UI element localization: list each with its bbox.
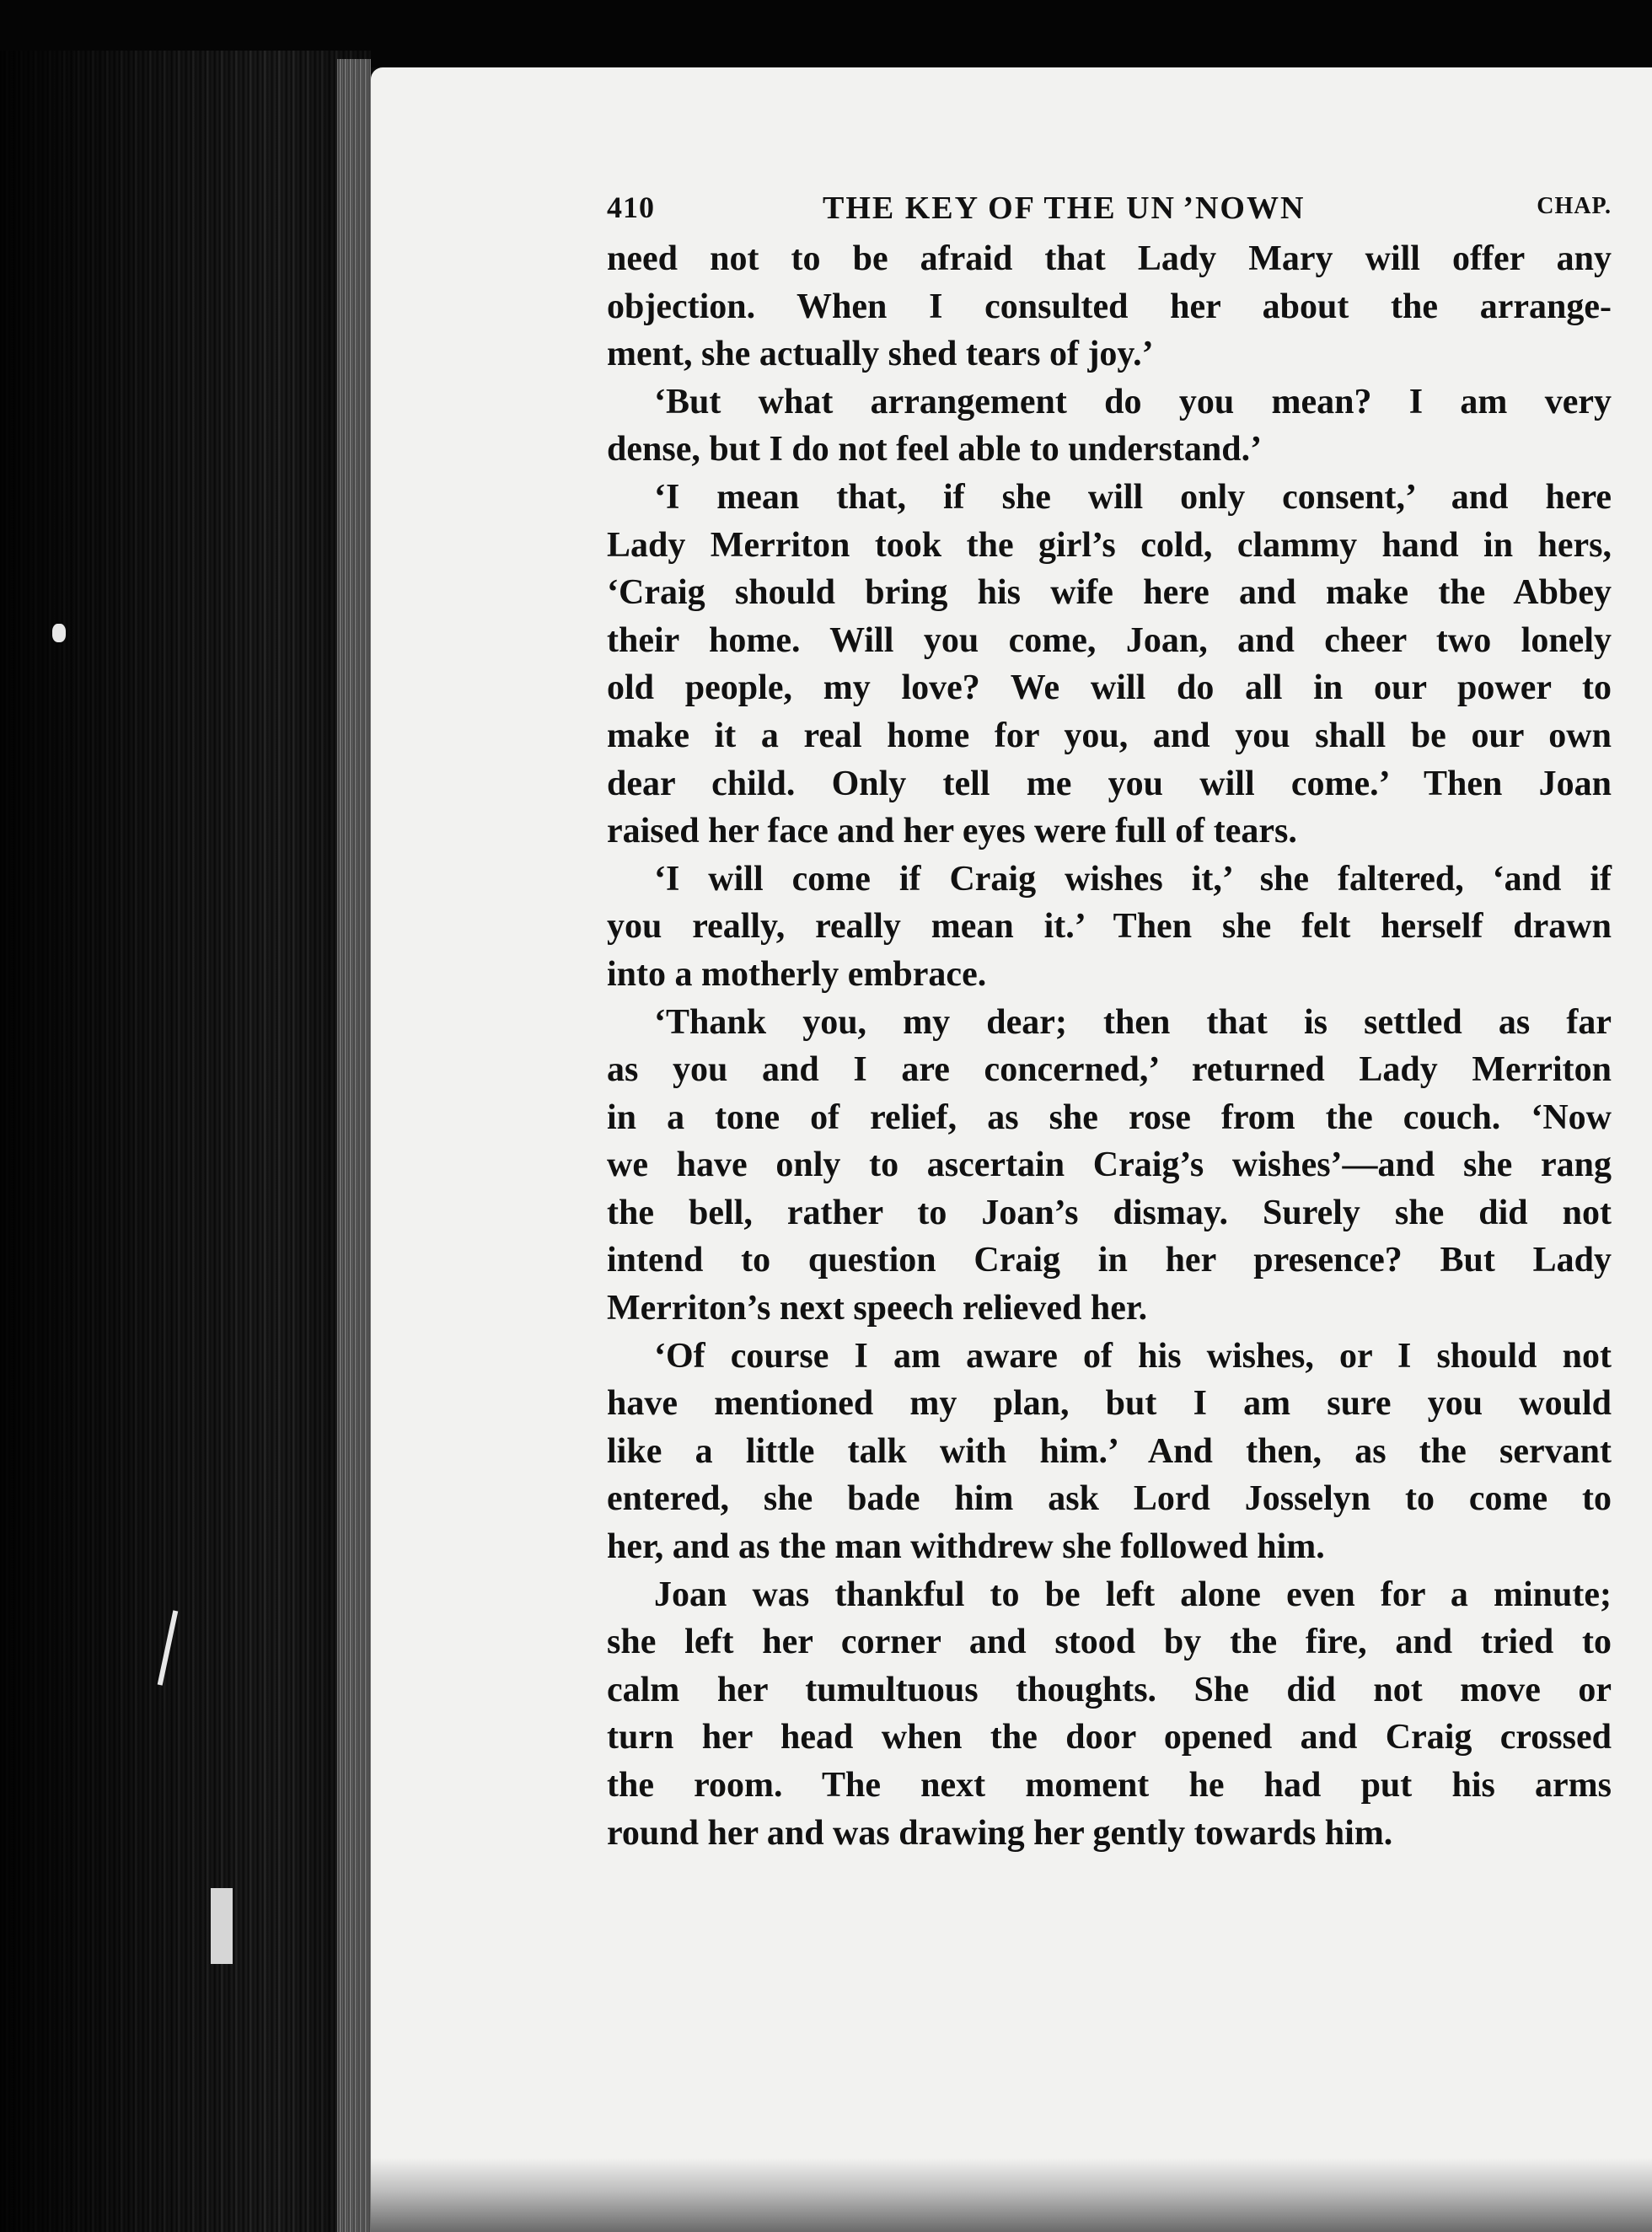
text-line: old people, my love? We will do all in our power to [607,668,1612,708]
text-line: you really, really mean it.’ Then she felt herself drawn [607,907,1612,947]
text-line: objection. When I consulted her about the arrange- [607,287,1612,326]
text-line: ‘Thank you, my dear; then that is settled as far [654,1002,1612,1042]
text-line: raised her face and her eyes were full of tears. [607,812,1297,851]
text-line: she left her corner and stood by the fire, and tried to [607,1623,1612,1662]
gutter-shadow [0,51,371,2232]
text-line: have mentioned my plan, but I am sure you would [607,1384,1612,1424]
text-line: like a little talk with him.’ And then, as the servant [607,1431,1612,1471]
text-line: dense, but I do not feel able to understand.’ [607,430,1263,469]
text-line: make it a real home for you, and you shall be our own [607,716,1612,755]
text-line: ‘I will come if Craig wishes it,’ she faltered, ‘and if [654,859,1612,899]
text-line: ‘Of course I am aware of his wishes, or I should not [654,1336,1612,1376]
text-line: intend to question Craig in her presence? But Lady [607,1241,1612,1280]
text-line: Lady Merriton took the girl’s cold, clammy hand in hers, [607,525,1612,565]
text-line: the room. The next moment he had put his arms [607,1766,1612,1805]
bottom-page-edge [371,2158,1652,2232]
running-head [607,190,1612,235]
text-line: entered, she bade him ask Lord Josselyn to come to [607,1479,1612,1519]
text-line: Joan was thankful to be left alone even for a minute; [654,1575,1612,1614]
text-line: into a motherly embrace. [607,954,987,994]
running-title: THE KEY OF THE UN ’NOWN [823,190,1306,226]
text-line: round her and was drawing her gently towards him. [607,1813,1393,1853]
text-block [607,190,1612,1857]
text-line: we have only to ascertain Craig’s wishes’—and she rang [607,1146,1612,1185]
text-line: need not to be afraid that Lady Mary will offer any [607,239,1612,278]
text-line: ment, she actually shed tears of joy.’ [607,335,1154,374]
text-line: ‘But what arrangement do you mean? I am very [654,382,1612,421]
page-number: 410 [607,190,655,224]
text-line: calm her tumultuous thoughts. She did not move or [607,1670,1612,1709]
text-line: their home. Will you come, Joan, and cheer two lonely [607,620,1612,660]
spine-speck [52,624,66,642]
spine-speck [211,1888,233,1964]
body-text [607,235,1612,1857]
text-line: ‘I mean that, if she will only consent,’ and here [654,477,1612,517]
text-line: dear child. Only tell me you will come.’ Then Joan [607,764,1612,803]
text-line: ‘Craig should bring his wife here and make the Abbey [607,573,1612,613]
text-line: the bell, rather to Joan’s dismay. Surely she did not [607,1193,1612,1232]
text-line: turn her head when the door opened and Craig crossed [607,1718,1612,1757]
text-line: as you and I are concerned,’ returned Lady Merriton [607,1050,1612,1090]
text-line: Merriton’s next speech relieved her. [607,1289,1148,1328]
page-edges [337,59,371,2232]
chapter-abbreviation: CHAP. [1537,193,1612,219]
text-line: her, and as the man withdrew she followed him. [607,1527,1325,1567]
text-line: in a tone of relief, as she rose from the couch. ‘Now [607,1097,1612,1137]
